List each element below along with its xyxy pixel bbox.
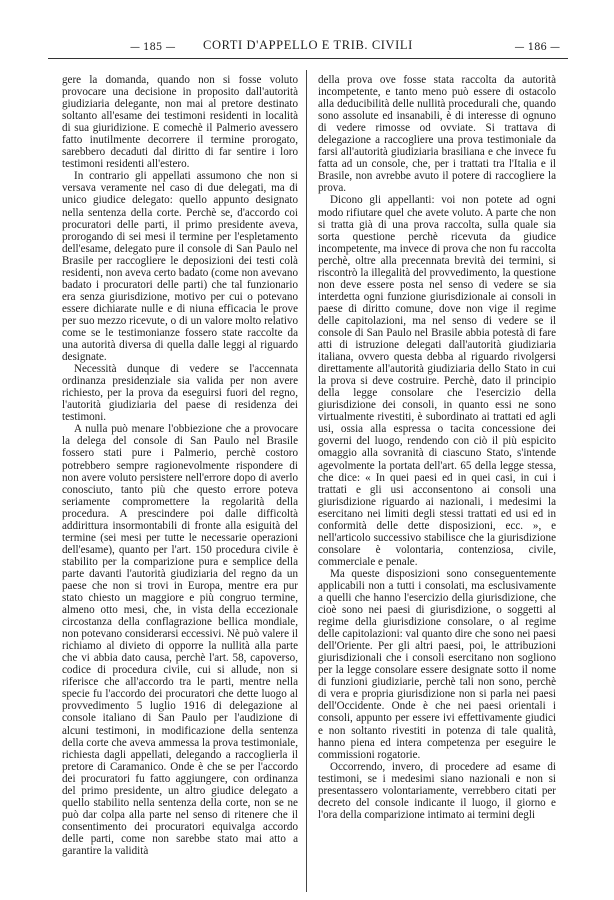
- left-column: [62, 74, 298, 857]
- paragraph: Necessità dunque di vedere se l'accennata ordinanza presidenziale sia valida per non avere richiesto, per la prova da eseguirsi fuori del regno, l'autorità giudiziaria del paese di residenza dei testimoni.: [62, 363, 298, 424]
- right-page-number: — 186 —: [514, 42, 560, 53]
- column-divider: [306, 70, 307, 892]
- paragraph: gere la domanda, quando non si fosse voluto provocare una decisione in proposito dall'autorità giudiziaria delegante, non mai al pretore destinato soltanto all'esame dei testimoni residenti in località di sua giuridizione. E comechè il Palmerio avessero fatto inutilmente decorrere il termine prorogato, sarebbero decaduti dal diritto di far sentire i loro testimoni residenti all'estero.: [62, 74, 298, 171]
- header-rule: [48, 58, 568, 59]
- paragraph: A nulla può menare l'obbiezione che a provocare la delega del console di San Paulo nel Brasile fossero stati pure i Palmerio, perchè costoro potrebbero sempre ragionevolmente rispondere di non avere voluto persistere nell'errore dopo di averlo conosciuto, tanto più che questo errore poteva seriamente compromettere la regolarità della procedura. A prescindere poi dalle difficoltà addirittura insormontabili di fronte alla esiguità del termine (sei mesi per tutte le necessarie operazioni dell'esame), quanto per l'art. 150 procedura civile è stabilito per la comparizione pura e semplice della parte davanti l'autorità giudiziaria del regno da un paese che non si trovi in Europa, mentre era pur stato chiesto un maggiore e più congruo termine, almeno otto mesi, che, in vista della eccezionale circostanza della conflagrazione bellica mondiale, non potevano considerarsi eccessivi. Nè può valere il richiamo al divieto di opporre la nullità alla parte che vi abbia dato causa, perchè l'art. 58, capoverso, codice di procedura civile, cui si allude, non si riferisce che all'accordo tra le parti, mentre nella specie fu l'accordo dei procuratori che dette luogo al provvedimento 5 luglio 1916 di delegazione al console italiano di San Paulo per l'audizione di alcuni testimoni, in modificazione della sentenza della corte che aveva ammessa la prova testimoniale, richiesta dagli appellati, delegando a raccoglierla il pretore di Caramanico. Onde è che se per l'accordo dei procuratori fu fatto aggiungere, con ordinanza del primo presidente, un altro giudice delegato a quello stabilito nella sentenza della corte, non se ne può dar colpa alla parte nel senso di ritenere che il consentimento dei procuratori equivalga accordo delle parti, come non sarebbe stato mai atto a garantire la validità: [62, 423, 298, 857]
- right-column: [318, 74, 556, 821]
- left-page-number: — 185 —: [130, 42, 176, 53]
- paragraph: Dicono gli appellanti: voi non potete ad ogni modo rifiutare quel che avete voluto. A parte che non si tratta già di una prova raccolta, sulla quale sia sorta questione perchè ricevuta da giudice incompetente, ma invece di prova che non fu raccolta perchè, oltre alla precennata brevità dei termini, si riscontrò la illegalità del provvedimento, la questione non deve essere posta nel senso di vedere se sia interdetta ogni funzione giurisdizionale ai consoli in paese di diritto comune, dove non vige il regime delle capitolazioni, ma nel senso di vedere se il console di San Paulo nel Brasile abbia potestà di fare atti di istruzione delegati dall'autorità giudiziaria italiana, ovvero questa debba al riguardo rivolgersi direttamente all'autorità giudiziaria dello Stato in cui la prova si deve costruire. Perchè, dato il principio della legge consolare che l'esercizio della giurisdizione dei consoli, in quanto essi ne sono virtualmente rivestiti, è subordinato ai trattati ed agli usi, ossia alla espressa o tacita concessione dei governi del luogo, rendendo con ciò il più espicito omaggio alla sovranità di ciascuno Stato, s'intende agevolmente la portata dell'art. 65 della legge stessa, che dice: « In quei paesi ed in quei casi, in cui i trattati e gli usi acconsentono ai consoli una giurisdizione riguardo ai nazionali, i medesimi la esercitano nei limiti degli stessi trattati ed usi ed in conformità delle dette disposizioni, ecc. », e nell'articolo successivo stabilisce che la giurisdizione consolare è volontaria, contenziosa, civile, commerciale e penale.: [318, 194, 556, 568]
- page-header: [48, 38, 568, 60]
- paragraph: della prova ove fosse stata raccolta da autorità incompetente, e tanto meno può essere di ostacolo alla deducibilità delle nullità procedurali che, quando sono assolute ed insanabili, è di interesse di ognuno di vedere rimosse od ovviate. Si trattava di delegazione a raccogliere una prova testimoniale da farsi all'autorità giudiziaria brasiliana e che invece fu fatta ad un console, che, per i trattati tra l'Italia e il Brasile, non avrebbe avuto il potere di raccogliere la prova.: [318, 74, 556, 195]
- running-title: CORTI D'APPELLO E TRIB. CIVILI: [203, 38, 413, 52]
- paragraph: Occorrendo, invero, di procedere ad esame di testimoni, se i medesimi siano nazionali e non si presentassero volontariamente, verrebbero citati per decreto del console indicante il luogo, il giorno e l'ora della comparizione intimato ai termini degli: [318, 760, 556, 821]
- paragraph: Ma queste disposizioni sono conseguentemente applicabili non a tutti i consolati, ma esclusivamente a quelli che hanno l'esercizio della giurisdizione, che cioè sono nei paesi di giurisdizione, o soggetti al regime della giurisdizione consolare, o al regime delle capitolazioni: val quanto dire che sono nei paesi dell'Oriente. Per gli altri paesi, poi, le attribuzioni giurisdizionali che i consoli esercitano non sogliono per la legge consolare essere designate sotto il nome di funzioni giudiziarie, perchè tali non sono, perchè di vera e propria giurisdizione non si parla nei paesi dell'Occidente. Onde è che nei paesi orientali i consoli, appunto per essere ivi effettivamente giudici e non soltanto rivestiti in potenza di tale qualità, hanno piena ed intera competenza per eseguire le commissioni rogatorie.: [318, 567, 556, 761]
- paragraph: In contrario gli appellati assumono che non si versava veramente nel caso di due delegati, ma di unico giudice delegato: quello appunto designato nella sentenza della corte. Perchè se, d'accordo coi procuratori delle parti, il primo presidente aveva, prorogando di sei mesi il termine per l'espletamento dell'esame, delegato pure il console di San Paulo nel Brasile per raccogliere le deposizioni dei testi colà residenti, non aveva certo badato (come non avevano badato i procuratori delle parti) che tal funzionario era senza giurisdizione, motivo per cui o potevano essere dichiarate nulle e di niuna efficacia le prove per suo mezzo ricevute, o di un valore molto relativo come se le testimonianze fossero state raccolte da una autorità diversa di quella dalle leggi al riguardo designate.: [62, 170, 298, 364]
